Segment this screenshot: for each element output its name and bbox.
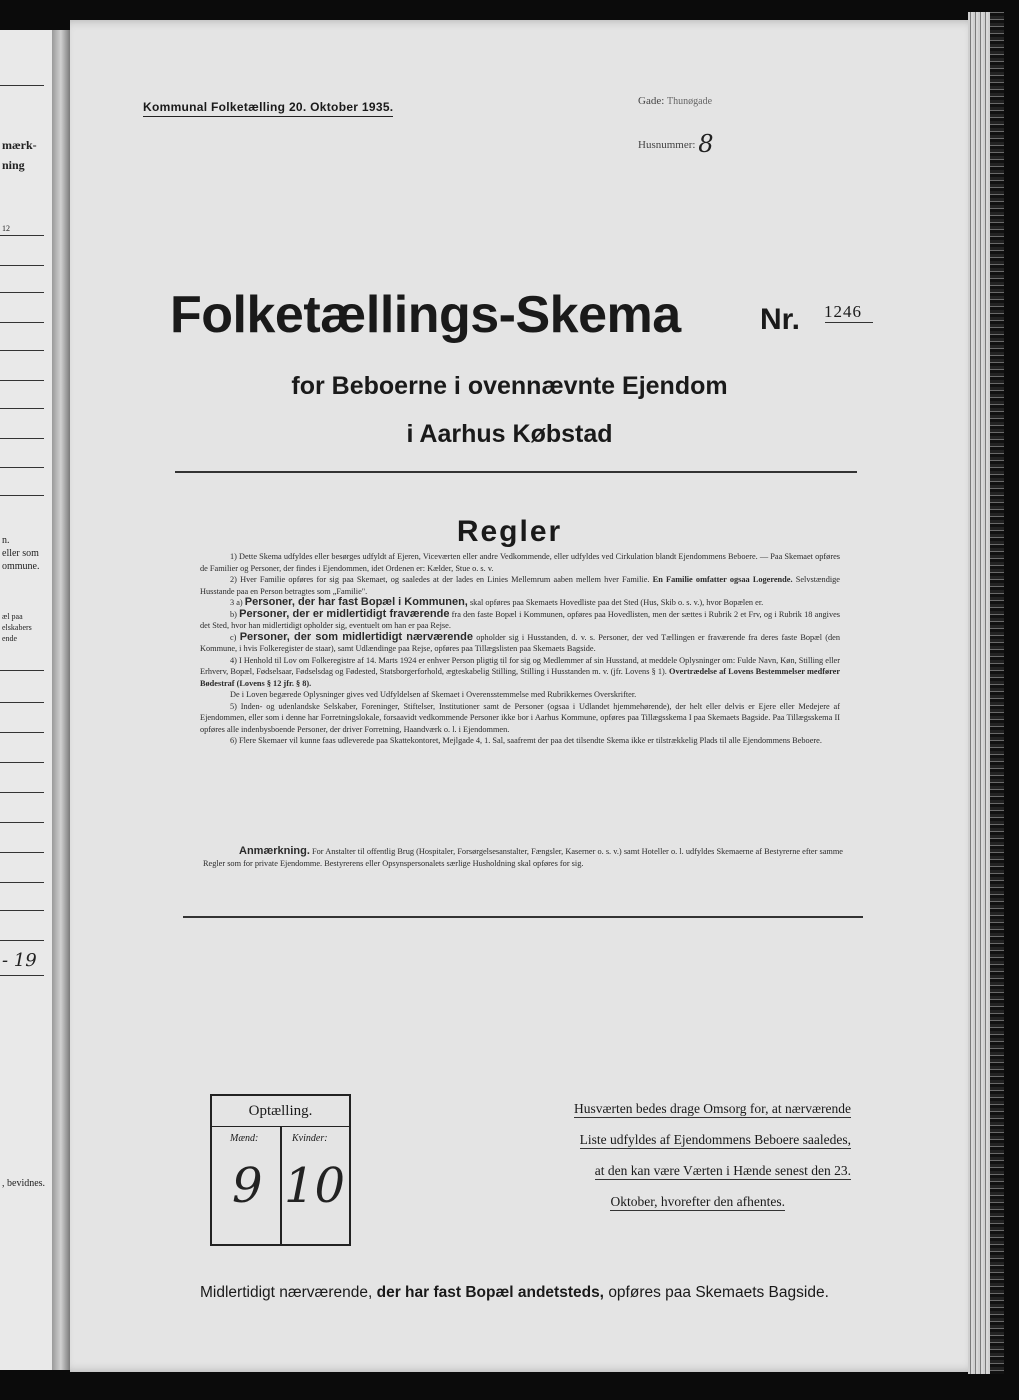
fragment-text: æl paa — [2, 612, 23, 621]
rule-line — [0, 265, 44, 266]
women-count: 10 — [284, 1158, 346, 1214]
count-title: Optælling. — [212, 1096, 349, 1127]
fragment-text: mærk- — [2, 138, 37, 152]
rule-4-note: De i Loven begærede Oplysninger gives ved Udfyldelsen af Skemaet i Overensstemmelse med Rubrikkernes Overskrifter. — [230, 690, 637, 699]
rule-3b — [200, 609, 840, 632]
count-divider — [280, 1126, 282, 1244]
rule-line — [0, 792, 44, 793]
rule-4-text: 4) I Henhold til Lov om Folkeregistre af 14. Marts 1924 er enhver Person pligtig til for sig og Medlemmer af sin Husstand, at meddele Oplysninger om: Fulde Navn, Køn, Stilling eller Erhverv, Bopæl, Fødselsaar, Fødselsdag og Fødested, Statsborgerforhold, ægteskabelig Stilling, Stilling i Husstanden m. v. (jfr. Lovens § 1). — [200, 655, 840, 676]
rule-2 — [200, 574, 840, 597]
remark — [203, 846, 843, 869]
rule-line — [0, 322, 44, 323]
rule-line — [0, 467, 44, 468]
rule-3b-heading: Personer, der er midlertidigt fraværende — [239, 607, 450, 620]
rules-text — [200, 551, 840, 747]
book-binding — [990, 12, 1004, 1374]
subtitle-line-1: for Beboerne i ovennævnte Ejendom — [291, 372, 728, 400]
divider — [183, 916, 863, 918]
rule-line — [0, 762, 44, 763]
rule-line — [0, 882, 44, 883]
count-box — [210, 1094, 351, 1246]
rule-line — [0, 852, 44, 853]
rule-4-bold: Overtrædelse af Lovens Bestemmelser medfører Bødestraf (Lovens § 12 jfr. § 8). — [200, 667, 841, 688]
divider — [175, 471, 857, 473]
fragment-text: n. — [2, 535, 10, 546]
street-value: Thunøgade — [667, 96, 713, 107]
footer-note — [200, 1284, 829, 1302]
form-number-underline — [825, 322, 873, 323]
fragment-text: ende — [2, 634, 18, 643]
remark-label: Anmærkning. — [239, 845, 310, 857]
fragment-text: eller som — [2, 548, 39, 559]
census-header: Kommunal Folketælling 20. Oktober 1935. — [143, 100, 393, 117]
instruction-text: Husværten bedes drage Omsorg for, at nærværende — [573, 1101, 851, 1116]
rule-3c-body: opholder sig i Husstanden, d. v. s. Personer, der ved Tællingen er fraværende fra deres faste Bopæl (den Kommune, i hvis Folkeregister de staar), samt Udlændinge paa Rejse, opføres paa Tillægslisten paa Skemaets Bagside. — [200, 632, 840, 653]
footer-part-2: der har fast Bopæl andetsteds, — [376, 1284, 604, 1301]
rule-line — [0, 910, 44, 911]
rule-line — [0, 408, 44, 409]
fragment-text: ning — [2, 158, 25, 172]
rule-line — [0, 822, 44, 823]
rule-3c — [200, 632, 840, 655]
instruction-line — [506, 1186, 851, 1217]
men-count: 9 — [232, 1158, 263, 1214]
women-label: Kvinder: — [292, 1133, 328, 1144]
house-number-value: 8 — [698, 130, 714, 158]
rule-line — [0, 732, 44, 733]
fragment-text: , bevidnes. — [2, 1178, 46, 1189]
rule-6: 6) Flere Skemaer vil kunne faas udleverede paa Skattekontoret, Mejlgade 4, 1. Sal, saafremt der paa det tilsendte Skema ikke er tilstrækkelig Plads til alle Ejendommens Beboere. — [230, 736, 822, 745]
remark-text: For Anstalter til offentlig Brug (Hospitaler, Forsørgelsesanstalter, Fængsler, Kaserner o. s. v.) samt Hoteller o. l. udfyldes Skemaerne af Bestyrerne efter samme Regler som for private Ejendomme. Bestyrerens eller Opsynspersonalets særlige Husholdning skal opføres for sig. — [203, 847, 843, 868]
form-number: 1246 — [824, 302, 862, 321]
rule-2-text: 2) Hver Familie opføres for sig paa Skemaet, og saaledes at der lades en Linies Mellemrum aaben mellem hver Familie. — [230, 575, 650, 584]
landlord-instructions — [506, 1093, 851, 1217]
instruction-line — [506, 1155, 851, 1186]
rules-heading: Regler — [456, 515, 563, 548]
subtitle-line-2: i Aarhus Købstad — [406, 420, 613, 448]
rule-5: 5) Inden- og udenlandske Selskaber, Foreninger, Stiftelser, Institutioner samt de Personer (ogsaa i Udlandet hjemmehørende), der helt eller delvis er Ejere eller Medejere af Ejendommen, eller som i denne har Forretningslokale, forsaavidt vedkommende Personer ikke bor i Aarhus Kommune, opføres paa Tillægsskema I paa Skemaets Bagside. Paa Tillægsskema II opføres alle indenbysboende Personer, der driver Forretning, Haandværk o. l. i Ejendommen. — [200, 701, 840, 734]
instruction-line — [506, 1124, 851, 1155]
street-line — [638, 95, 712, 107]
rule-line — [0, 975, 44, 976]
rule-line — [0, 670, 44, 671]
rule-3c-prefix: c) — [230, 632, 237, 642]
left-page-fragment — [0, 30, 58, 1370]
page-title: Folketællings-Skema — [170, 286, 681, 344]
rule-3c-heading: Personer, der som midlertidigt nærværende — [239, 630, 473, 643]
street-label: Gade: — [638, 95, 665, 107]
nr-label: Nr. — [760, 303, 801, 336]
rule-2-bold: En Familie omfatter ogsaa Logerende. — [652, 575, 793, 584]
rule-line — [0, 940, 44, 941]
fragment-text: elskabers — [2, 623, 32, 632]
rule-line — [0, 85, 44, 86]
rule-3a-heading: Personer, der har fast Bopæl i Kommunen, — [244, 596, 468, 608]
fragment-text: 12 — [2, 224, 10, 233]
rule-line — [0, 235, 44, 236]
men-label: Mænd: — [230, 1133, 259, 1144]
rule-3b-prefix: b) — [230, 609, 237, 619]
rule-1: 1) Dette Skema udfyldes eller besørges udfyldt af Ejeren, Viceværten eller andre Vedkommende, eller udfyldes ved Cirkulation blandt Ejendommens Beboere. — Paa Skemaet opføres de Familier og Personer, der findes i Ejendommen, idet Ordenen er: Kælder, Stue o. s. v. — [200, 552, 840, 573]
house-number-line — [638, 126, 714, 158]
fragment-text: ommune. — [2, 561, 40, 572]
instruction-line — [506, 1093, 851, 1124]
rule-line — [0, 350, 44, 351]
rule-line — [0, 292, 44, 293]
footer-part-1: Midlertidigt nærværende, — [200, 1284, 373, 1301]
fragment-handwriting: - 19 — [2, 950, 37, 971]
rule-3a-body: skal opføres paa Skemaets Hovedliste paa det Sted (Hus, Skib o. s. v.), hvor Bopælen er. — [469, 598, 764, 607]
page-stack-edge — [968, 12, 990, 1374]
rule-3a-prefix: 3 a) — [230, 598, 243, 607]
instruction-text: Oktober, hvorefter den afhentes. — [610, 1194, 785, 1209]
rule-line — [0, 495, 44, 496]
rule-line — [0, 702, 44, 703]
rule-4 — [200, 655, 840, 690]
rule-2-tail: Selvstændige Husstande paa en Person betragtes som „Familie". — [200, 575, 840, 596]
instruction-text: at den kan være Værten i Hænde senest den 23. — [594, 1163, 851, 1178]
footer-part-3: opføres paa Skemaets Bagside. — [608, 1284, 829, 1301]
rule-3b-body: fra den faste Bopæl i Kommunen, opføres paa Hovedlisten, men der sættes i Rubrik 2 et Frv, og i Rubrik 18 angives det Sted, hvor han midlertidigt opholder sig, eventuelt om han er paa Rejse. — [200, 609, 841, 630]
instruction-text: Liste udfyldes af Ejendommens Beboere saaledes, — [579, 1132, 851, 1147]
house-number-label: Husnummer: — [638, 139, 696, 151]
